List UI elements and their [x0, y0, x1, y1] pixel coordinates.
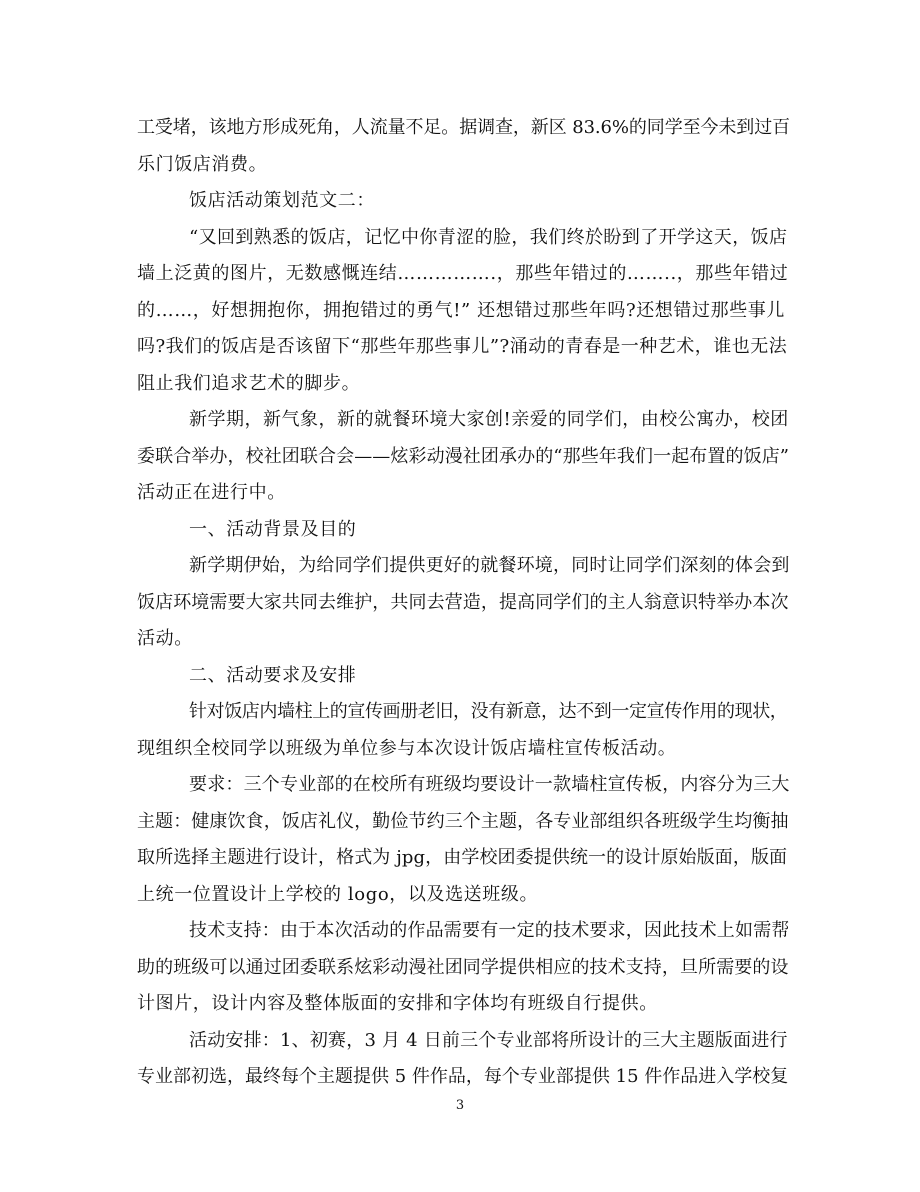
- body-text-line: 主题：健康饮食，饭店礼仪，勤俭节约三个主题，各专业部组织各班级学生均衡抽: [137, 811, 789, 832]
- section-heading: 饭店活动策划范文二：: [189, 190, 375, 211]
- body-text-line: 针对饭店内墙柱上的宣传画册老旧，没有新意，达不到一定宣传作用的现状，: [189, 701, 788, 722]
- body-text-line: 新学期伊始，为给同学们提供更好的就餐环境，同时让同学们深刻的体会到: [189, 555, 790, 576]
- body-text-line: 助的班级可以通过团委联系炫彩动漫社团同学提供相应的技术支持，旦所需要的设: [137, 957, 789, 978]
- body-text-line: 墙上泛黄的图片，无数感慨连结…………….，那些年错过的……..，那些年错过: [137, 263, 789, 284]
- section-heading: 一、活动背景及目的: [189, 519, 357, 540]
- body-text-line: “又回到熟悉的饭店，记忆中你青涩的脸，我们终於盼到了开学这天，饭店: [189, 227, 788, 248]
- body-text-line: 现组织全校同学以班级为单位参与本次设计饭店墙柱宣传板活动。: [137, 738, 677, 759]
- body-text-line: 乐门饭店消费。: [137, 154, 268, 175]
- body-text-line: 吗?我们的饭店是否该留下“那些年那些事儿”?涌动的青春是一种艺术，谁也无法: [137, 336, 788, 357]
- body-text-line: 工受堵，该地方形成死角，人流量不足。据调查，新区 83.6%的同学至今未到过百: [137, 117, 791, 138]
- body-text-line: 要求：三个专业部的在校所有班级均要设计一款墙柱宣传板，内容分为三大: [189, 774, 790, 795]
- section-heading: 二、活动要求及安排: [189, 665, 357, 686]
- body-text-line: 的……，好想拥抱你，拥抱错过的勇气!” 还想错过那些年吗?还想错过那些事儿: [137, 300, 786, 321]
- body-text-line: 活动。: [137, 628, 193, 649]
- body-text-line: 计图片，设计内容及整体版面的安排和字体均有班级自行提供。: [137, 993, 658, 1014]
- body-text-line: 技术支持：由于本次活动的作品需要有一定的技术要求，因此技术上如需帮: [189, 920, 790, 941]
- page-number: 3: [455, 1098, 465, 1113]
- body-text-line: 活动正在进行中。: [137, 482, 286, 503]
- body-text-line: 取所选择主题进行设计，格式为 jpg，由学校团委提供统一的设计原始版面，版面: [137, 847, 788, 868]
- body-text-line: 阻止我们追求艺术的脚步。: [137, 373, 361, 394]
- body-text-line: 专业部初选，最终每个主题提供 5 件作品，每个专业部提供 15 件作品进入学校复: [137, 1066, 789, 1087]
- body-text-line: 上统一位置设计上学校的 logo，以及选送班级。: [137, 884, 539, 905]
- body-text-line: 活动安排：1、初赛，3 月 4 日前三个专业部将所设计的三大主题版面进行: [189, 1030, 788, 1051]
- body-text-line: 委联合举办，校社团联合会——炫彩动漫社团承办的“那些年我们一起布置的饭店”: [137, 446, 790, 467]
- body-text-line: 新学期，新气象，新的就餐环境大家创!亲爱的同学们，由校公寓办，校团: [189, 409, 789, 430]
- body-text-line: 饭店环境需要大家共同去维护，共同去营造，提高同学们的主人翁意识特举办本次: [137, 592, 789, 613]
